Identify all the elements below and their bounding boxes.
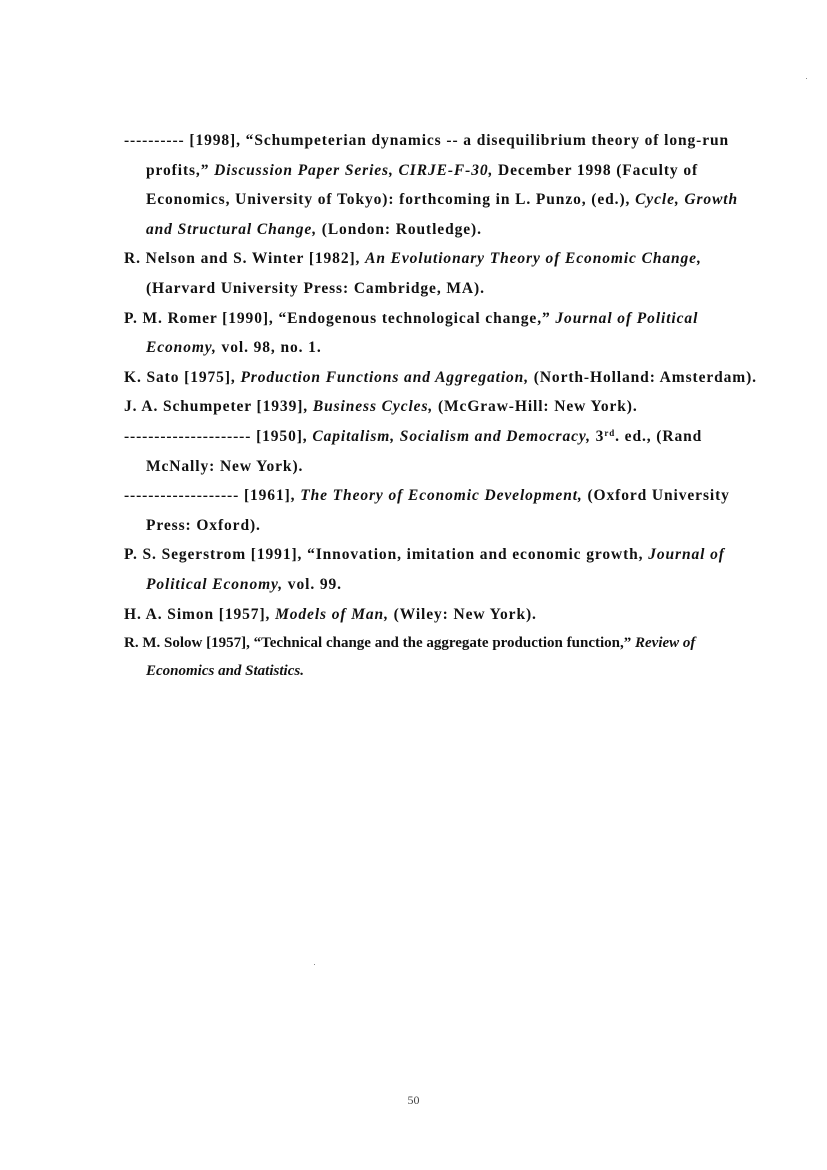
page-number: 50 [407, 1093, 420, 1107]
reference-entry: ------------------- [1961], The Theory of Economic Development, (Oxford University Press: Oxford). [124, 487, 730, 534]
reference-entry: R. Nelson and S. Winter [1982], An Evolutionary Theory of Economic Change, (Harvard University Press: Cambridge, MA). [124, 250, 702, 297]
reference-entry: H. A. Simon [1957], Models of Man, (Wiley: New York). [124, 605, 537, 623]
reference-entry: P. M. Romer [1990], “Endogenous technological change,” Journal of Political Economy, vol. 98, no. 1. [124, 309, 699, 357]
reference-entry: J. A. Schumpeter [1939], Business Cycles, (McGraw-Hill: New York). [124, 398, 638, 416]
reference-list [124, 126, 760, 685]
reference-entry: ---------- [1998], “Schumpeterian dynamics -- a disequilibrium theory of long-run profits,” Discussion Paper Series, CIRJE-F-30, December 1998 (Faculty of Economics, University of Tokyo): forthcoming in L. Punzo, (ed.), Cycle, Growth and Structural Change, (London: Routledge). [124, 132, 739, 238]
reference-entry: K. Sato [1975], Production Functions and Aggregation, (North-Holland: Amsterdam). [124, 368, 757, 386]
reference-entry: --------------------- [1950], Capitalism, Socialism and Democracy, 3rd. ed., (Rand McNally: New York). [124, 427, 703, 475]
reference-entry: P. S. Segerstrom [1991], “Innovation, imitation and economic growth, Journal of Political Economy, vol. 99. [124, 546, 725, 593]
scan-speck [314, 964, 315, 965]
scan-speck [806, 78, 807, 79]
reference-entry: R. M. Solow [1957], “Technical change and the aggregate production function,” Review of Economics and Statistics. [124, 635, 696, 680]
